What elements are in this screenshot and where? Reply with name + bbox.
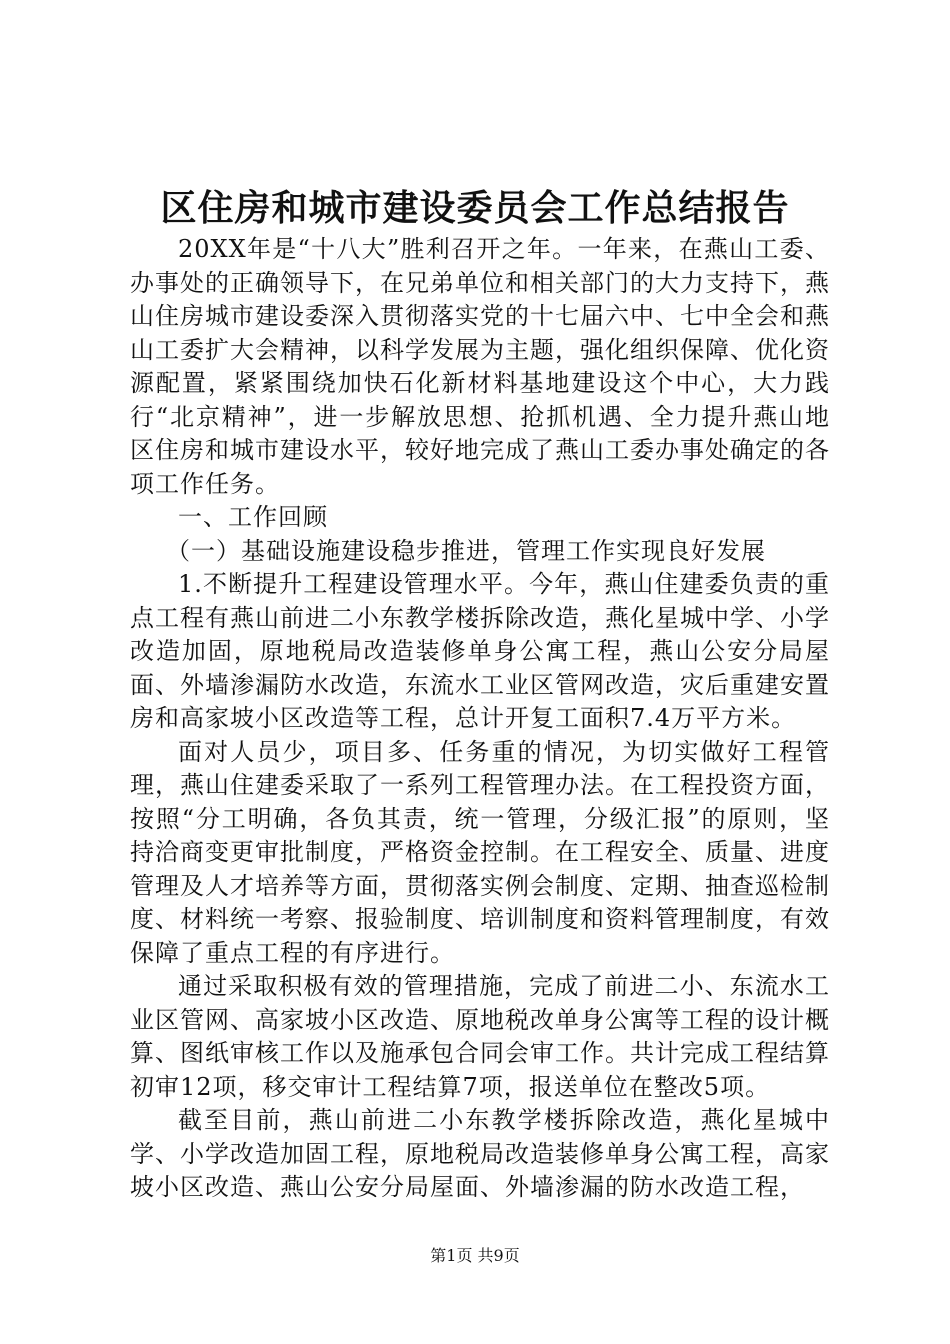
page-footer: 第1页 共9页 bbox=[430, 1246, 520, 1265]
section-heading: 一、工作回顾 bbox=[178, 503, 328, 531]
intro-paragraph: 20XX年是“十八大”胜利召开之年。一年来，在燕山工委、办事处的正确领导下，在兄弟单位和相关部门的大力支持下，燕山住房城市建设委深入贯彻落实党的十七届六中、七中全会和燕山工委扩大会精神，以科学发展为主题，强化组织保障、优化资源配置，紧紧围绕加快石化新材料基地建设这个中心，大力践行“北京精神”，进一步解放思想、抢抓机遇、全力提升燕山地区住房和城市建设水平，较好地完成了燕山工委办事处确定的各项工作任务。 bbox=[130, 235, 830, 498]
body-paragraph: 截至目前，燕山前进二小东教学楼拆除改造，燕化星城中学、小学改造加固工程，原地税局改造装修单身公寓工程，高家坡小区改造、燕山公安分局屋面、外墙渗漏的防水改造工程， bbox=[130, 1106, 830, 1201]
body-paragraph: 1.不断提升工程建设管理水平。今年，燕山住建委负责的重点工程有燕山前进二小东教学楼拆除改造，燕化星城中学、小学改造加固，原地税局改造装修单身公寓工程，燕山公安分局屋面、外墙渗漏防水改造，东流水工业区管网改造，灾后重建安置房和高家坡小区改造等工程，总计开复工面积7.4万平方米。 bbox=[130, 570, 830, 732]
body-paragraph: 通过采取积极有效的管理措施，完成了前进二小、东流水工业区管网、高家坡小区改造、原地税改单身公寓等工程的设计概算、图纸审核工作以及施承包合同会审工作。共计完成工程结算初审12项，移交审计工程结算7项，报送单位在整改5项。 bbox=[130, 972, 830, 1101]
document-title: 区住房和城市建设委员会工作总结报告 bbox=[160, 187, 790, 229]
subsection-heading: （一）基础设施建设稳步推进，管理工作实现良好发展 bbox=[166, 536, 766, 565]
body-paragraph: 面对人员少，项目多、任务重的情况，为切实做好工程管理，燕山住建委采取了一系列工程管理办法。在工程投资方面，按照“分工明确，各负其责，统一管理，分级汇报”的原则，坚持洽商变更审批制度，严格资金控制。在工程安全、质量、进度管理及人才培养等方面，贯彻落实例会制度、定期、抽查巡检制度、材料统一考察、报验制度、培训制度和资料管理制度，有效保障了重点工程的有序进行。 bbox=[130, 737, 830, 967]
document-body bbox=[130, 233, 830, 1205]
